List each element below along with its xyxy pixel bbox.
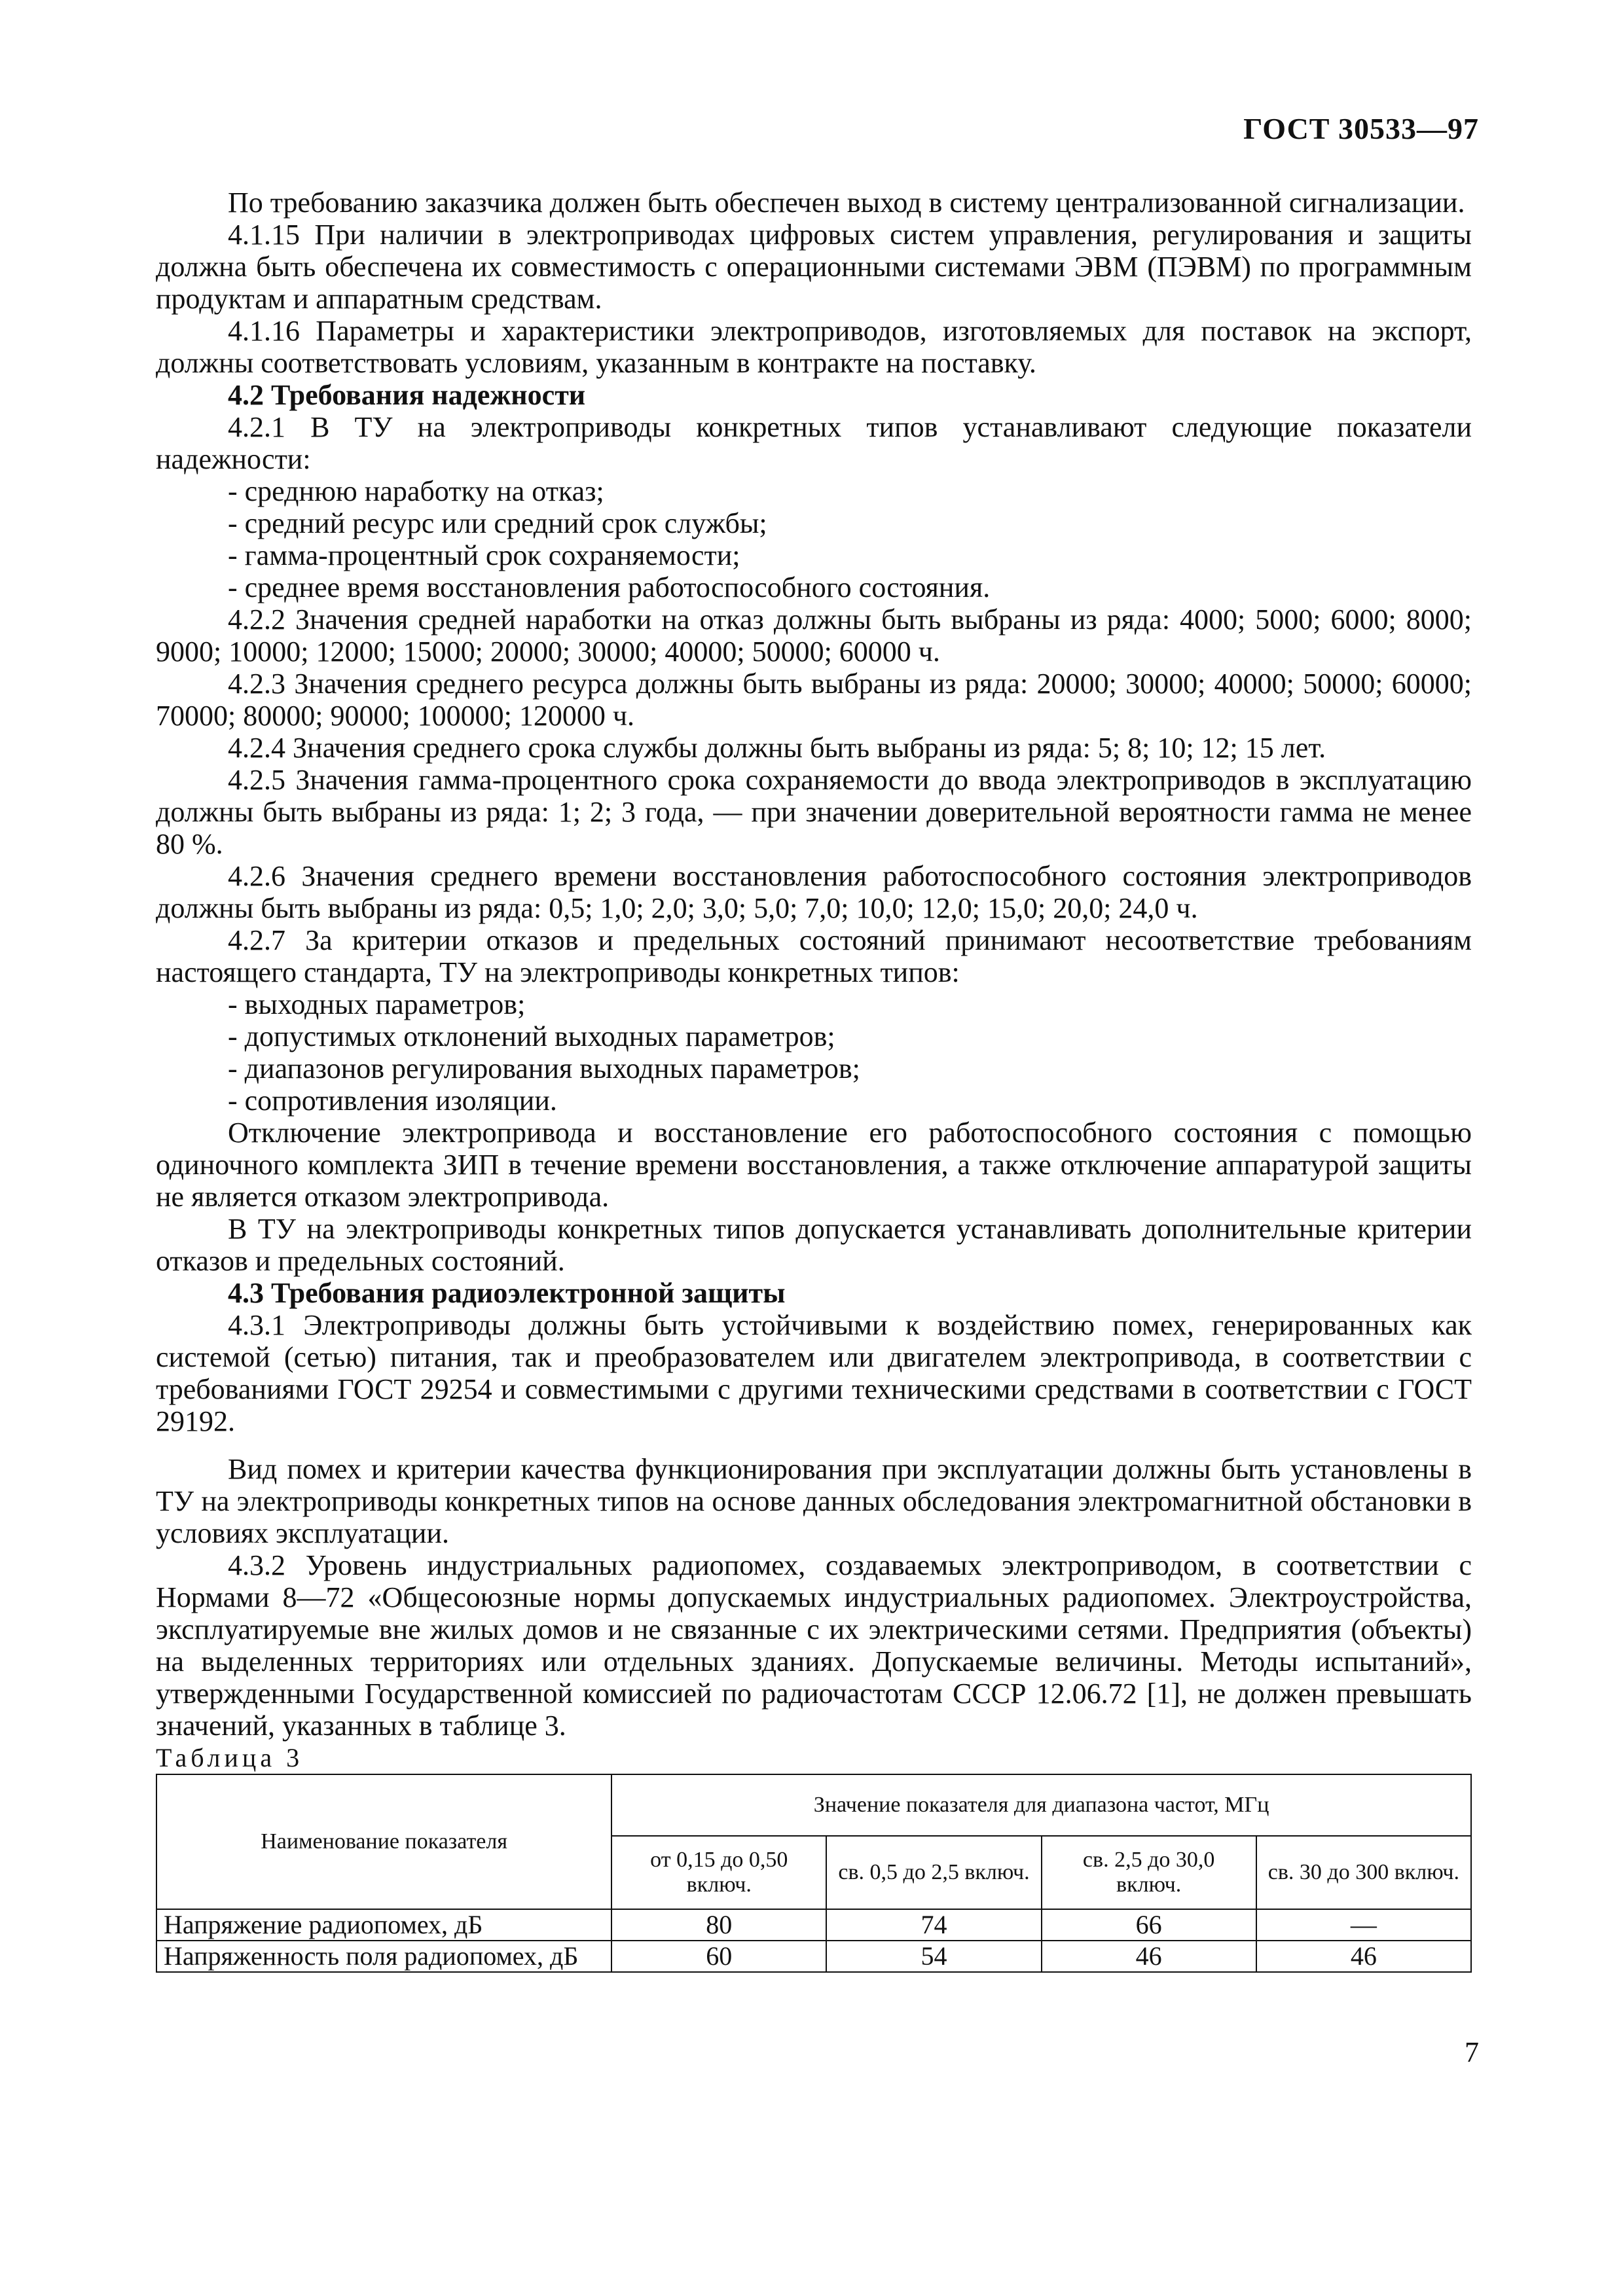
column-header-range-2: св. 0,5 до 2,5 включ. [826, 1836, 1041, 1909]
row-label: Напряженность поля радиопомех, дБ [156, 1941, 611, 1972]
body-paragraph: По требованию заказчика должен быть обеспечен выход в систему централизованной сигнализации. [228, 187, 1465, 219]
document-body [156, 187, 1472, 1973]
body-paragraph: 4.2.7 За критерии отказов и предельных состояний принимают несоответствие требованиям настоящего стандарта, ТУ на электроприводы конкретных типов: [156, 924, 1472, 988]
list-item: - выходных параметров; [228, 988, 526, 1020]
body-paragraph: 4.2.6 Значения среднего времени восстановления работоспособного состояния электроприводов должны быть выбраны из ряда: 0,5; 1,0; 2,0; 3,0; 5,0; 7,0; 10,0; 12,0; 15,0; 20,0; 24,0 ч. [156, 860, 1472, 924]
body-paragraph: 4.2.3 Значения среднего ресурса должны быть выбраны из ряда: 20000; 30000; 40000; 50000; 60000; 70000; 80000; 90000; 100000; 120000 ч. [156, 668, 1472, 732]
table-cell: 60 [611, 1941, 826, 1972]
body-paragraph: 4.3.1 Электроприводы должны быть устойчивыми к воздействию помех, генерированных как системой (сетью) питания, так и преобразователем или двигателем электропривода, в соответствии с требованиями ГОСТ 29254 и совместимыми с другими техническими средствами в соответствии с ГОСТ 29192. [156, 1309, 1472, 1437]
column-header-range-4: св. 30 до 300 включ. [1256, 1836, 1471, 1909]
body-paragraph: 4.1.15 При наличии в электроприводах цифровых систем управления, регулирования и защиты должна быть обеспечена их совместимость с операционными системами ЭВМ (ПЭВМ) по программным продуктам и аппаратным средствам. [156, 219, 1472, 315]
column-group-header: Значение показателя для диапазона частот, МГц [611, 1774, 1471, 1836]
table-caption: Таблица 3 [156, 1743, 304, 1772]
page-number: 7 [1465, 2036, 1479, 2068]
table-cell: 46 [1256, 1941, 1471, 1972]
body-paragraph: Отключение электропривода и восстановление его работоспособного состояния с помощью одиночного комплекта ЗИП в течение времени восстановления, а также отключение аппаратурой защиты не является отказом электропривода. [156, 1117, 1472, 1213]
body-paragraph: 4.2.5 Значения гамма-процентного срока сохраняемости до ввода электроприводов в эксплуатацию должны быть выбраны из ряда: 1; 2; 3 года, — при значении доверительной вероятности гамма не менее 80 %. [156, 764, 1472, 860]
table-cell: 66 [1042, 1909, 1256, 1941]
list-item: - среднее время восстановления работоспособного состояния. [228, 571, 991, 603]
body-paragraph: 4.2.1 В ТУ на электроприводы конкретных типов устанавливают следующие показатели надежности: [156, 411, 1472, 475]
paragraph-list [156, 187, 1472, 1742]
body-paragraph: 4.2.2 Значения средней наработки на отказ должны быть выбраны из ряда: 4000; 5000; 6000; 8000; 9000; 10000; 12000; 15000; 20000; 30000; 40000; 50000; 60000 ч. [156, 603, 1472, 668]
table-cell: 46 [1042, 1941, 1256, 1972]
body-paragraph: В ТУ на электроприводы конкретных типов допускается устанавливать дополнительные критерии отказов и предельных состояний. [156, 1213, 1472, 1277]
column-header-range-1: от 0,15 до 0,50 включ. [611, 1836, 826, 1909]
table-cell: — [1256, 1909, 1471, 1941]
table-cell: 74 [826, 1909, 1041, 1941]
table-cell: 80 [611, 1909, 826, 1941]
column-header-name: Наименование показателя [156, 1774, 611, 1909]
list-item: - среднюю наработку на отказ; [228, 475, 604, 507]
list-item: - средний ресурс или средний срок службы; [228, 507, 767, 539]
list-item: - гамма-процентный срок сохраняемости; [228, 539, 740, 571]
body-paragraph: Вид помех и критерии качества функционирования при эксплуатации должны быть установлены в ТУ на электроприводы конкретных типов на основе данных обследования электромагнитной обстановки в условиях эксплуатации. [156, 1453, 1472, 1549]
section-heading: 4.2 Требования надежности [228, 379, 586, 411]
body-paragraph: 4.2.4 Значения среднего срока службы должны быть выбраны из ряда: 5; 8; 10; 12; 15 лет. [228, 732, 1326, 764]
body-paragraph: 4.3.2 Уровень индустриальных радиопомех, создаваемых электроприводом, в соответствии с Нормами 8—72 «Общесоюзные нормы допускаемых индустриальных радиопомех. Электроустройства, эксплуатируемые вне жилых домов и не связанные с их электрическими сетями. Предприятия (объекты) на выделенных территориях или отдельных зданиях. Допускаемые величины. Методы испытаний», утвержденными Государственной комиссией по радиочастотам СССР 12.06.72 [1], не должен превышать значений, указанных в таблице 3. [156, 1549, 1472, 1742]
row-label: Напряжение радиопомех, дБ [156, 1909, 611, 1941]
document-code: ГОСТ 30533—97 [1243, 112, 1479, 145]
body-paragraph: 4.1.16 Параметры и характеристики электроприводов, изготовляемых для поставок на экспорт, должны соответствовать условиям, указанным в контракте на поставку. [156, 315, 1472, 379]
table-row [156, 1909, 1471, 1941]
list-item: - диапазонов регулирования выходных параметров; [228, 1052, 860, 1085]
radio-interference-table [156, 1774, 1472, 1973]
list-item: - допустимых отклонений выходных параметров; [228, 1020, 835, 1052]
table-cell: 54 [826, 1941, 1041, 1972]
column-header-range-3: св. 2,5 до 30,0 включ. [1042, 1836, 1256, 1909]
table-row [156, 1941, 1471, 1972]
section-heading: 4.3 Требования радиоэлектронной защиты [228, 1277, 786, 1309]
list-item: - сопротивления изоляции. [228, 1085, 557, 1117]
